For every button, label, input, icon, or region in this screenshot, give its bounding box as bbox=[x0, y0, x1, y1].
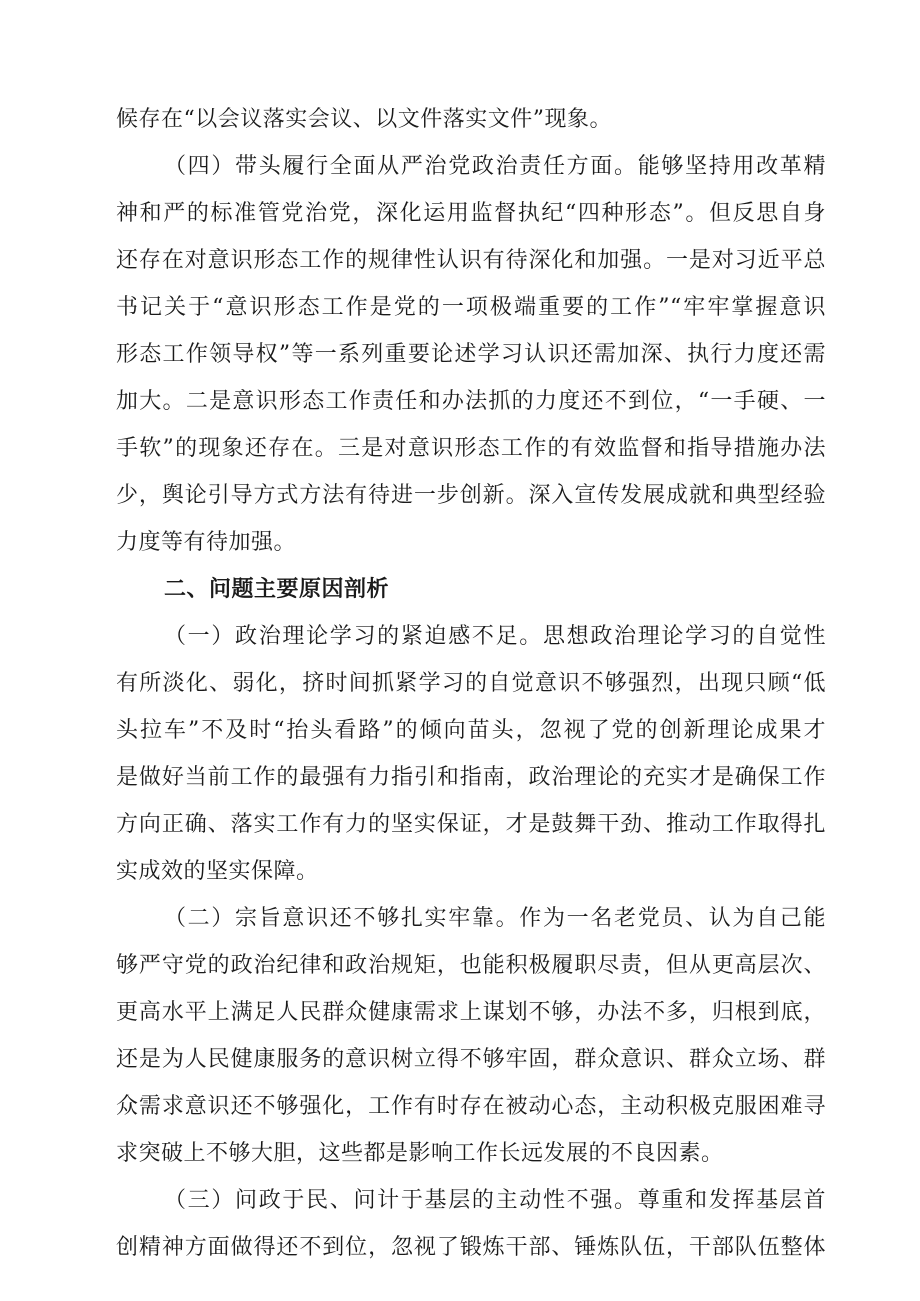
text-line: 力度等有待加强。 bbox=[116, 530, 297, 555]
text-line: 方向正确、落实工作有力的坚实保证，才是鼓舞干劲、推动工作取得扎 bbox=[116, 812, 826, 837]
document-body bbox=[116, 96, 826, 1271]
text-line: 头拉车”不及时“抬头看路”的倾向苗头，忽视了党的创新理论成果才 bbox=[116, 718, 826, 743]
section-heading: 二、问题主要原因剖析 bbox=[164, 577, 390, 602]
text-line: 有所淡化、弱化，挤时间抓紧学习的自觉意识不够强烈，出现只顾“低 bbox=[116, 671, 826, 696]
text-line: （四）带头履行全面从严治党政治责任方面。能够坚持用改革精 bbox=[164, 154, 826, 179]
text-line: 神和严的标准管党治党，深化运用监督执纪“四种形态”。但反思自身 bbox=[116, 201, 826, 226]
text-line: 还存在对意识形态工作的规律性认识有待深化和加强。一是对习近平总 bbox=[116, 248, 826, 273]
text-line: 候存在“以会议落实会议、以文件落实文件”现象。 bbox=[116, 107, 612, 132]
text-line: 形态工作领导权”等一系列重要论述学习认识还需加深、执行力度还需 bbox=[116, 342, 826, 367]
text-line: 更高水平上满足人民群众健康需求上谋划不够，办法不多，归根到底， bbox=[116, 1000, 826, 1025]
text-line: 少，舆论引导方式方法有待进一步创新。深入宣传发展成就和典型经验 bbox=[116, 483, 826, 508]
text-line: 手软”的现象还存在。三是对意识形态工作的有效监督和指导措施办法 bbox=[116, 436, 826, 461]
text-line: 书记关于“意识形态工作是党的一项极端重要的工作”“牢牢掌握意识 bbox=[116, 295, 826, 320]
text-line: （二）宗旨意识还不够扎实牢靠。作为一名老党员、认为自己能 bbox=[164, 906, 826, 931]
text-line: 众需求意识还不够强化，工作有时存在被动心态，主动积极克服困难寻 bbox=[116, 1094, 826, 1119]
text-line: 加大。二是意识形态工作责任和办法抓的力度还不到位，“一手硬、一 bbox=[116, 389, 826, 414]
text-line: （一）政治理论学习的紧迫感不足。思想政治理论学习的自觉性 bbox=[164, 624, 826, 649]
text-line: 是做好当前工作的最强有力指引和指南，政治理论的充实才是确保工作 bbox=[116, 765, 826, 790]
text-line: 够严守党的政治纪律和政治规矩，也能积极履职尽责，但从更高层次、 bbox=[116, 953, 826, 978]
text-line: 实成效的坚实保障。 bbox=[116, 859, 319, 884]
text-line: 求突破上不够大胆，这些都是影响工作长远发展的不良因素。 bbox=[116, 1141, 724, 1166]
text-line: （三）问政于民、问计于基层的主动性不强。尊重和发挥基层首 bbox=[164, 1188, 826, 1213]
text-line: 还是为人民健康服务的意识树立得不够牢固，群众意识、群众立场、群 bbox=[116, 1047, 826, 1072]
text-line: 创精神方面做得还不到位，忽视了锻炼干部、锤炼队伍，干部队伍整体 bbox=[116, 1235, 826, 1260]
